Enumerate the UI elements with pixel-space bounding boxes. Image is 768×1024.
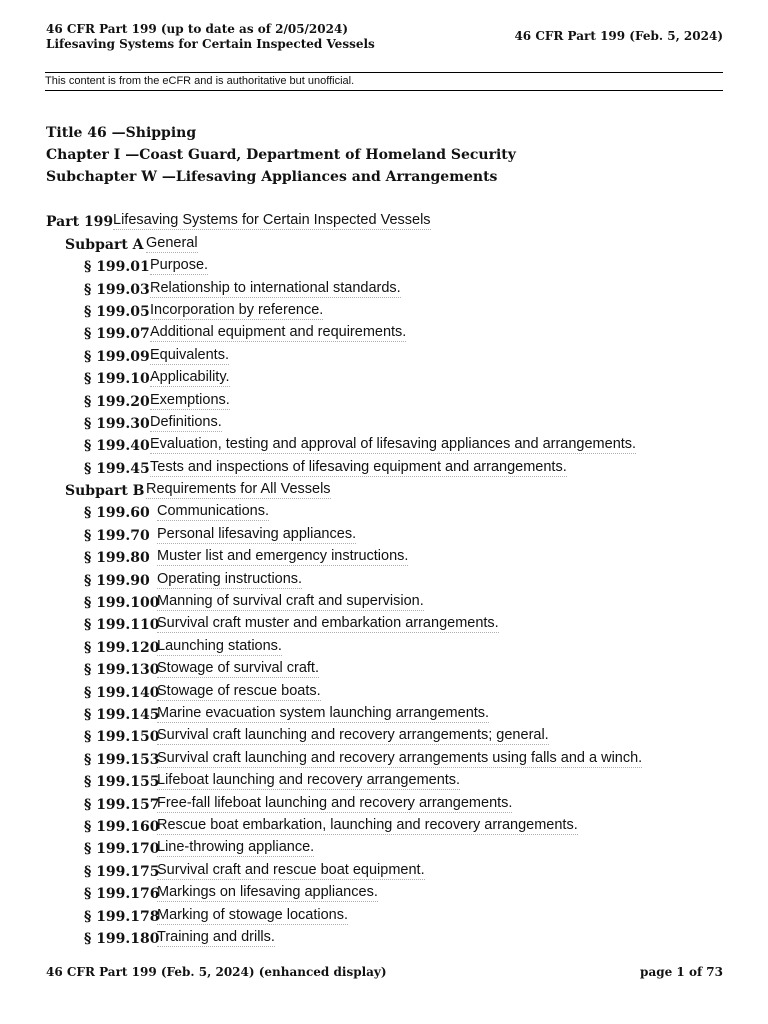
subpart-link[interactable]: Requirements for All Vessels [146, 481, 331, 498]
section-link[interactable]: Markings on lifesaving appliances. [157, 884, 378, 901]
toc-section-row [46, 678, 726, 700]
section-number: § 199.120 [84, 639, 160, 656]
footer-citation: 46 CFR Part 199 (Feb. 5, 2024) (enhanced display) [46, 965, 387, 979]
toc-section-row [46, 320, 726, 342]
section-link[interactable]: Muster list and emergency instructions. [157, 548, 409, 565]
title-heading: Title 46 —Shipping [46, 125, 197, 141]
subpart-label: Subpart A [65, 236, 144, 253]
section-number: § 199.160 [84, 818, 160, 835]
section-link[interactable]: Survival craft launching and recovery arrangements using falls and a winch. [157, 749, 643, 766]
toc-section-row [46, 410, 726, 432]
subpart-link[interactable]: General [146, 234, 198, 251]
toc-section-row [46, 544, 726, 566]
section-link[interactable]: Survival craft and rescue boat equipment. [157, 861, 425, 878]
section-number: § 199.155 [84, 774, 160, 791]
section-number: § 199.180 [84, 930, 160, 947]
section-number: § 199.178 [84, 908, 160, 925]
section-link[interactable]: Evaluation, testing and approval of lifesaving appliances and arrangements. [150, 436, 637, 453]
section-number: § 199.60 [84, 505, 150, 522]
section-link[interactable]: Personal lifesaving appliances. [157, 525, 357, 542]
toc-section-row [46, 880, 726, 902]
section-number: § 199.140 [84, 684, 160, 701]
section-link[interactable]: Applicability. [150, 369, 230, 386]
toc-section-row [46, 521, 726, 543]
section-number: § 199.176 [84, 886, 160, 903]
section-number: § 199.170 [84, 841, 160, 858]
part-link[interactable]: Lifesaving Systems for Certain Inspected Vessels [113, 212, 431, 229]
subpart-label: Subpart B [65, 483, 145, 500]
section-number: § 199.07 [84, 326, 150, 343]
section-link[interactable]: Communications. [157, 503, 270, 520]
section-link[interactable]: Free-fall lifeboat launching and recovery arrangements. [157, 794, 513, 811]
section-number: § 199.157 [84, 796, 160, 813]
section-number: § 199.90 [84, 572, 150, 589]
header-part-title: Lifesaving Systems for Certain Inspected Vessels [46, 37, 375, 51]
toc-section-row [46, 432, 726, 454]
section-link[interactable]: Line-throwing appliance. [157, 839, 315, 856]
section-number: § 199.01 [84, 259, 150, 276]
toc-section-row [46, 813, 726, 835]
section-number: § 199.150 [84, 729, 160, 746]
section-link[interactable]: Exemptions. [150, 391, 230, 408]
section-number: § 199.175 [84, 863, 160, 880]
section-link[interactable]: Purpose. [150, 257, 209, 274]
toc-section-row [46, 745, 726, 767]
section-link[interactable]: Marking of stowage locations. [157, 906, 349, 923]
toc-section-row [46, 454, 726, 476]
header-citation: 46 CFR Part 199 (up to date as of 2/05/2024) [46, 22, 349, 36]
toc-section-row [46, 902, 726, 924]
section-number: § 199.05 [84, 303, 150, 320]
toc-section-row [46, 633, 726, 655]
authority-notice: This content is from the eCFR and is authoritative but unofficial. [45, 72, 723, 91]
section-link[interactable]: Definitions. [150, 413, 222, 430]
toc-part [46, 208, 726, 230]
section-link[interactable]: Relationship to international standards. [150, 279, 401, 296]
toc-section-row [46, 790, 726, 812]
section-link[interactable]: Additional equipment and requirements. [150, 324, 407, 341]
section-number: § 199.100 [84, 595, 160, 612]
section-number: § 199.03 [84, 281, 150, 298]
subchapter-heading: Subchapter W —Lifesaving Appliances and Arrangements [46, 169, 498, 185]
section-link[interactable]: Manning of survival craft and supervision. [157, 593, 424, 610]
section-number: § 199.40 [84, 438, 150, 455]
section-link[interactable]: Lifeboat launching and recovery arrangements. [157, 772, 461, 789]
toc-section-row [46, 499, 726, 521]
toc-section-row [46, 611, 726, 633]
section-number: § 199.10 [84, 371, 150, 388]
section-number: § 199.30 [84, 415, 150, 432]
toc-subpart-a [46, 230, 726, 252]
page-number: page 1 of 73 [640, 965, 723, 979]
section-number: § 199.110 [84, 617, 160, 634]
section-link[interactable]: Training and drills. [157, 928, 275, 945]
toc-section-row [46, 768, 726, 790]
toc-subpart-b [46, 477, 726, 499]
toc-section-row [46, 365, 726, 387]
section-number: § 199.130 [84, 662, 160, 679]
section-link[interactable]: Survival craft launching and recovery arrangements; general. [157, 727, 549, 744]
toc-section-row [46, 298, 726, 320]
section-link[interactable]: Equivalents. [150, 346, 229, 363]
toc-section-row [46, 656, 726, 678]
toc-section-row [46, 566, 726, 588]
toc-section-row [46, 857, 726, 879]
chapter-heading: Chapter I —Coast Guard, Department of Homeland Security [46, 147, 516, 163]
toc-section-row [46, 589, 726, 611]
toc-section-row [46, 253, 726, 275]
toc-section-row [46, 342, 726, 364]
section-number: § 199.09 [84, 348, 150, 365]
header-date: 46 CFR Part 199 (Feb. 5, 2024) [514, 29, 723, 43]
section-link[interactable]: Incorporation by reference. [150, 301, 324, 318]
part-label: Part 199 [46, 214, 114, 231]
section-link[interactable]: Operating instructions. [157, 570, 303, 587]
section-link[interactable]: Tests and inspections of lifesaving equipment and arrangements. [150, 458, 567, 475]
toc-section-row [46, 387, 726, 409]
section-link[interactable]: Rescue boat embarkation, launching and recovery arrangements. [157, 816, 578, 833]
section-number: § 199.145 [84, 706, 160, 723]
running-header [46, 22, 375, 52]
section-number: § 199.70 [84, 527, 150, 544]
table-of-contents [46, 208, 726, 947]
hierarchy-titles [46, 122, 516, 188]
toc-section-row [46, 835, 726, 857]
section-number: § 199.45 [84, 460, 150, 477]
toc-section-row [46, 723, 726, 745]
section-link[interactable]: Stowage of rescue boats. [157, 682, 321, 699]
toc-section-row [46, 275, 726, 297]
section-number: § 199.20 [84, 393, 150, 410]
section-link[interactable]: Stowage of survival craft. [157, 660, 319, 677]
section-link[interactable]: Marine evacuation system launching arrangements. [157, 704, 490, 721]
section-number: § 199.153 [84, 751, 160, 768]
toc-section-row [46, 925, 726, 947]
section-link[interactable]: Survival craft muster and embarkation arrangements. [157, 615, 499, 632]
toc-section-row [46, 701, 726, 723]
section-number: § 199.80 [84, 550, 150, 567]
section-link[interactable]: Launching stations. [157, 637, 282, 654]
